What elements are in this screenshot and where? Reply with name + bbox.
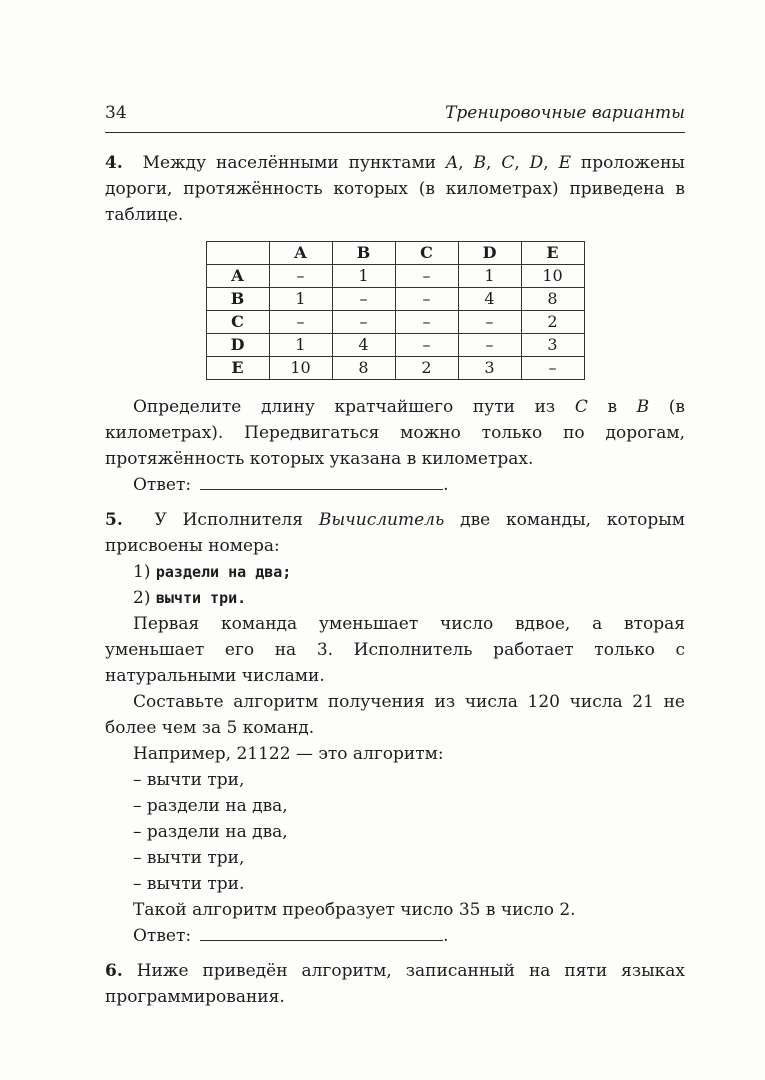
problem5-command-1 — [105, 559, 685, 585]
text-segment: C — [574, 397, 588, 417]
problem4-question — [105, 394, 685, 472]
answer-blank — [200, 474, 443, 490]
text-segment: E — [558, 153, 572, 173]
table-cell: 8 — [521, 288, 584, 311]
table-row-label: D — [206, 334, 269, 357]
table-cell: – — [395, 334, 458, 357]
text-segment: 4. — [105, 153, 123, 173]
table-cell: – — [458, 334, 521, 357]
text-segment: 6. — [105, 961, 123, 981]
problem6-intro — [105, 958, 685, 1010]
text-segment: 2) — [133, 588, 156, 608]
problem4-intro — [105, 150, 685, 228]
table-cell: – — [332, 288, 395, 311]
table-col-header: A — [269, 242, 332, 265]
text-segment: B — [473, 153, 486, 173]
text-segment: 1) — [133, 562, 156, 582]
table-cell: – — [395, 288, 458, 311]
table-cell: – — [458, 311, 521, 334]
algorithm-step: – раздели на два, — [133, 796, 288, 816]
table-cell: – — [269, 265, 332, 288]
text-segment: (в километрах). Передвигаться можно только по дорогам, протяжённость которых указана в километрах. — [105, 397, 685, 469]
text-segment: , — [543, 153, 559, 173]
algorithm-step: – вычти три. — [133, 874, 245, 894]
table-cell: 10 — [521, 265, 584, 288]
problem5-explanation — [105, 611, 685, 689]
table-row — [206, 311, 584, 334]
text-segment: D — [529, 153, 544, 173]
problem5-answer-line — [105, 923, 685, 949]
text-segment: вычти три. — [155, 589, 247, 607]
running-head — [105, 100, 685, 133]
text-segment: У Исполнителя — [122, 510, 319, 530]
table-cell: 10 — [269, 357, 332, 380]
answer-label: Ответ: — [133, 926, 192, 946]
table-cell: – — [269, 311, 332, 334]
table-row — [206, 357, 584, 380]
table-row-label: E — [206, 357, 269, 380]
problem5-command-2 — [105, 585, 685, 611]
table-cell: 3 — [458, 357, 521, 380]
text-segment: две команды, которым присвоены номера: — [105, 510, 685, 556]
table-cell: 8 — [332, 357, 395, 380]
table-row-label: B — [206, 288, 269, 311]
text-segment: в — [587, 397, 637, 417]
table-cell: 1 — [332, 265, 395, 288]
problem5-example-heading — [105, 741, 685, 767]
table-col-header: E — [521, 242, 584, 265]
problem5-intro — [105, 507, 685, 559]
table-col-header: C — [395, 242, 458, 265]
table-row — [206, 288, 584, 311]
problem5-task — [105, 689, 685, 741]
text-segment: Составьте алгоритм получения из числа 120 числа 21 не более чем за 5 команд. — [105, 692, 685, 738]
text-segment: A — [445, 153, 459, 173]
text-segment: Определите длину кратчайшего пути из — [133, 397, 575, 417]
answer-period: . — [443, 475, 449, 495]
running-title: Тренировочные варианты — [445, 103, 685, 123]
table-row — [206, 265, 584, 288]
table-cell: – — [395, 265, 458, 288]
table-cell: 1 — [269, 334, 332, 357]
distance-table — [206, 241, 585, 380]
table-cell: 2 — [395, 357, 458, 380]
table-row-label: C — [206, 311, 269, 334]
table-cell: 4 — [458, 288, 521, 311]
problem5-conclusion — [105, 897, 685, 923]
table-col-header: D — [458, 242, 521, 265]
table-cell: 1 — [269, 288, 332, 311]
text-segment: Ниже приведён алгоритм, записанный на пяти языках программирования. — [105, 961, 685, 1007]
text-segment: проложены дороги, протяжённость которых (в километрах) приведена в таблице. — [105, 153, 685, 225]
text-segment: , — [514, 153, 530, 173]
table-row — [206, 334, 584, 357]
text-segment: Вычислитель — [318, 510, 445, 530]
problem4-answer-line — [105, 472, 685, 498]
text-segment: Такой алгоритм преобразует число 35 в число 2. — [133, 900, 576, 920]
text-segment: Например, 21122 — это алгоритм: — [133, 744, 444, 764]
table-cell: 4 — [332, 334, 395, 357]
table-cell: 2 — [521, 311, 584, 334]
algorithm-step: – раздели на два, — [133, 822, 288, 842]
table-cell: – — [332, 311, 395, 334]
table-cell: 1 — [458, 265, 521, 288]
table-row-label: A — [206, 265, 269, 288]
text-segment: Между населёнными пунктами — [122, 153, 446, 173]
table-cell: 3 — [521, 334, 584, 357]
algorithm-step: – вычти три, — [133, 770, 245, 790]
table-header-row — [206, 242, 584, 265]
table-cell: – — [521, 357, 584, 380]
table-corner-cell — [206, 242, 269, 265]
table-col-header: B — [332, 242, 395, 265]
text-segment: раздели на два; — [155, 563, 292, 581]
answer-period: . — [443, 926, 449, 946]
text-segment: B — [636, 397, 650, 417]
answer-blank — [200, 925, 443, 941]
text-segment: , — [458, 153, 474, 173]
text-segment: C — [501, 153, 515, 173]
table-cell: – — [395, 311, 458, 334]
text-segment: , — [486, 153, 502, 173]
algorithm-step: – вычти три, — [133, 848, 245, 868]
text-segment: 5. — [105, 510, 123, 530]
page-number: 34 — [105, 103, 127, 123]
answer-label: Ответ: — [133, 475, 192, 495]
text-segment: Первая команда уменьшает число вдвое, а вторая уменьшает его на 3. Исполнитель работает только с натуральными числами. — [105, 614, 685, 686]
